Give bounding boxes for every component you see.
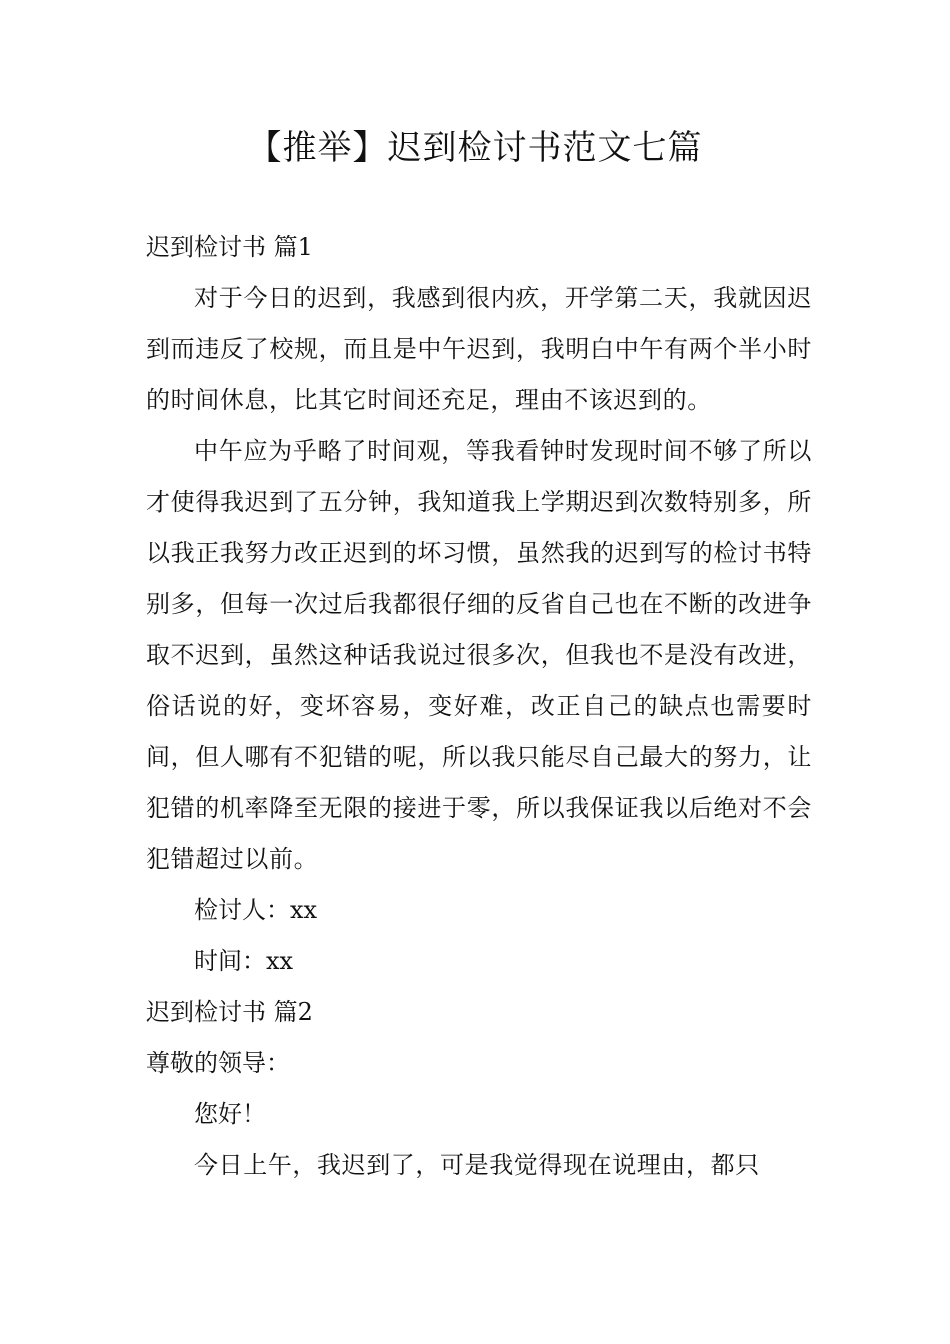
section2-salutation: 尊敬的领导： <box>146 1049 290 1077</box>
section1-paragraph-1: 对于今日的迟到，我感到很内疚，开学第二天，我就因迟到而违反了校规，而且是中午迟到，我明白中午有两个半小时的时间休息，比其它时间还充足，理由不该迟到的。 <box>146 284 812 414</box>
document-title: 【推举】迟到检讨书范文七篇 <box>247 128 703 168</box>
section2-paragraph-1: 今日上午，我迟到了，可是我觉得现在说理由，都只 <box>194 1151 760 1179</box>
document-body <box>146 222 812 1191</box>
section2-greeting: 您好！ <box>194 1100 266 1128</box>
section1-signer: 检讨人：xx <box>194 896 318 924</box>
section2-heading: 迟到检讨书 篇2 <box>146 998 313 1026</box>
section1-heading: 迟到检讨书 篇1 <box>146 233 313 261</box>
section1-paragraph-2: 中午应为乎略了时间观，等我看钟时发现时间不够了所以才使得我迟到了五分钟，我知道我上学期迟到次数特别多，所以我正我努力改正迟到的坏习惯，虽然我的迟到写的检讨书特别多，但每一次过后我都很仔细的反省自己也在不断的改进争取不迟到，虽然这种话我说过很多次，但我也不是没有改进，俗话说的好，变坏容易，变好难，改正自己的缺点也需要时间，但人哪有不犯错的呢，所以我只能尽自己最大的努力，让犯错的机率降至无限的接进于零，所以我保证我以后绝对不会犯错超过以前。 <box>146 437 812 873</box>
section1-date: 时间：xx <box>194 947 294 975</box>
